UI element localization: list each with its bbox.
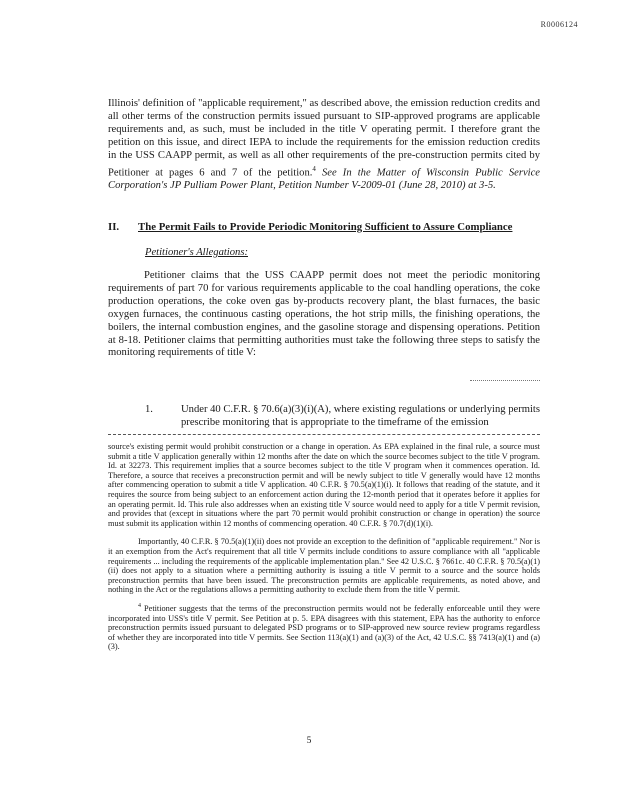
footnote-divider [108, 434, 540, 435]
footnotes [108, 442, 540, 661]
document-id: R0006124 [540, 20, 578, 29]
section-heading [108, 221, 540, 233]
body-paragraph-1 [108, 98, 540, 193]
footnote-4-number: 4 [138, 603, 141, 610]
footnote-paragraph-2 [108, 537, 540, 595]
section-number: II. [108, 221, 120, 233]
dotted-line [470, 380, 540, 381]
list-item-text: Under 40 C.F.R. § 70.6(a)(3)(i)(A), where existing regulations or underlying permits prescribe monitoring that is appropriate to the timeframe of the emission [181, 404, 540, 428]
footnote-ref-4: 4 [312, 164, 316, 173]
footnote-4-text: Petitioner suggests that the terms of the preconstruction permits would not be federally enforceable until they were incorporated into USS's title V permit. See Petition at p. 5. EPA disagrees with this statement, EPA has the authority to enforce preconstruction permits issued pursuant to delegated PSD programs or to SIP-approved new source review programs regardless of whether they are incorporated into title V permits. See Section 113(a)(1) and (a)(3) of the Act, 42 U.S.C. §§ 7413(a)(1) and (a)(3). [108, 603, 540, 652]
list-item-number: 1. [145, 404, 153, 415]
footnote-4 [108, 604, 540, 652]
page-number: 5 [306, 736, 312, 746]
footnote-continuation: source's existing permit would prohibit construction or a change in operation. As EPA explained in the final rule, a source must submit a title V application generally within 12 months after the date on which the source becomes subject to the title V program. Id. at 32273. This requirement implies that a source becomes subject to the title V program when it commences operation. Id. Therefore, a source that receives a preconstruction permit and will be newly subject to title V generally would have 12 months after commencing operation to submit a title V application. 40 C.F.R. § 70.5(a)(1)(i). It follows that reading of the statute, and it requires the source from being subject to an enforcement action during the 12-month period that it operates before it applies for an operating permit. Id. This rule also addresses when an existing title V source would need to apply for a title V permit revision, and provides that (except in situations where the part 70 permit would prohibit construction or change in operation) the source must submit its application within 12 months of commencing operation. 40 C.F.R. § 70.7(d)(1)(i). [108, 442, 540, 528]
paragraph-1-citation: See In the Matter of Wisconsin Public Service Corporation's JP Pulliam Power Plant, Petition Number V-2009-01 (June 28, 2010) at 3-5. [108, 167, 540, 191]
section-subheading: Petitioner's Allegations: [145, 247, 248, 258]
paragraph-2-text: Petitioner claims that the USS CAAPP permit does not meet the periodic monitoring requirements of part 70 for various requirements applicable to the coal handling operations, the coke production operations, the coke oven gas by-products recovery plant, the blast furnaces, the basic oxygen furnaces, the continuous casting operations, the hot strip mills, the finishing operations, the boilers, the internal combustion engines, and the gasoline storage and dispensing operations. Petition at 8-18. Petitioner claims that permitting authorities must take the following three steps to satisfy the monitoring requirements of title V: [108, 270, 540, 359]
body-paragraph-2 [108, 270, 540, 360]
paragraph-1-text: Illinois' definition of "applicable requirement," as described above, the emission reduction credits and all other terms of the construction permits issued pursuant to SIP-approved programs are applicable requirements and, as such, must be included in the title V operating permit. I therefore grant the petition on this issue, and direct IEPA to include the requirements for the emission reduction credits in the USS CAAPP permit, as well as all other requirements of the pre-construction permits cited by Petitioner at pages 6 and 7 of the petition. [108, 98, 540, 179]
footnote-paragraph-2-text: Importantly, 40 C.F.R. § 70.5(a)(1)(ii) does not provide an exception to the definition of "applicable requirement." Nor is it an exemption from the Act's requirement that all title V permits include conditions to assure compliance with all "applicable requirements ... including the requirements of the applicable implementation plan." See 42 U.S.C. § 7661c. 40 C.F.R. § 70.5(a)(1)(ii) does not apply to a situation where a permitting authority is issuing a title V permit to a source and the source holds preconstruction permits that have been issued. The preconstruction permits are applicable requirements, as noted above, and nothing in the Act or the regulations allows a permitting authority to exclude them from the title V permit. [108, 537, 540, 595]
section-title: The Permit Fails to Provide Periodic Monitoring Sufficient to Assure Compliance [138, 221, 513, 233]
